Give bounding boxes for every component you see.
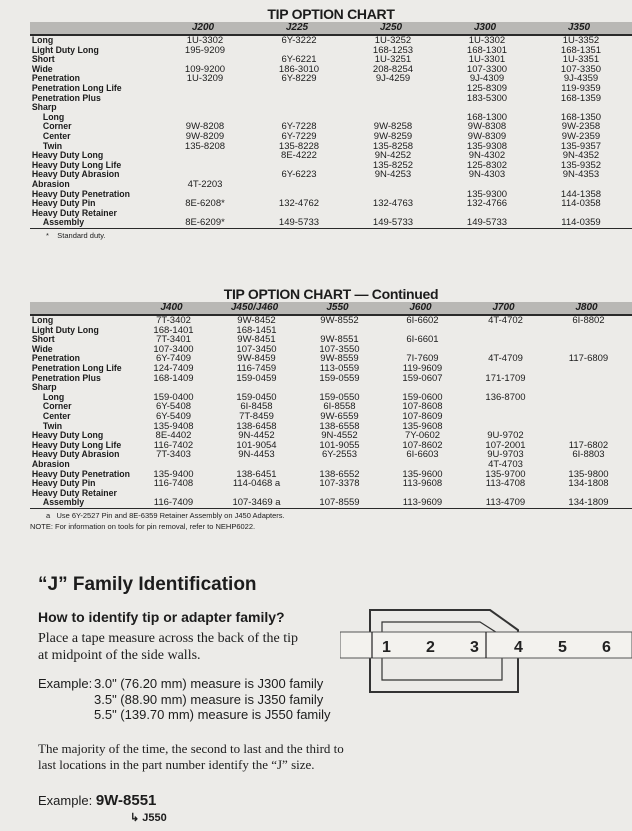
- ruler-number: 3: [470, 639, 479, 656]
- table-cell: 168-1300: [466, 111, 508, 123]
- table-cell: 9W-2359: [561, 130, 601, 142]
- data-column: [346, 36, 440, 228]
- table-cell: [464, 412, 547, 422]
- table-cell: 6Y-7229: [281, 130, 317, 142]
- table-cell: 107-8608: [402, 401, 443, 413]
- footnote-text: Standard duty.: [57, 230, 106, 240]
- table-cell: [464, 326, 547, 336]
- table-cell: 168-1401: [153, 324, 194, 336]
- table-cell: 135-8252: [372, 159, 414, 171]
- table-cell: 168-1409: [153, 372, 194, 384]
- column-header: J225: [285, 22, 309, 33]
- table-cell: 8E-6209*: [185, 217, 225, 229]
- table-cell: 8E-6208*: [185, 198, 225, 210]
- table-cell: 114-0359: [561, 217, 601, 229]
- chart-header-row: [30, 302, 632, 316]
- table-cell: 9W-6559: [320, 410, 359, 422]
- table-cell: 6I-6602: [406, 315, 439, 326]
- table-cell: 186-3010: [278, 63, 320, 75]
- table-cell: 117-6802: [568, 439, 609, 451]
- table-cell: 9W-8551: [320, 334, 359, 346]
- ruler-number: 5: [558, 639, 567, 656]
- table-cell: 9U-9702: [487, 430, 524, 442]
- table-cell: 7T-3402: [156, 315, 191, 326]
- chart-footnote: [30, 511, 632, 520]
- row-label: Heavy Duty Penetration: [31, 188, 130, 200]
- example-list: [38, 676, 331, 723]
- table-cell: 132-4763: [372, 198, 414, 210]
- explanation: [38, 741, 344, 773]
- table-cell: 135-8258: [372, 140, 414, 152]
- row-label: Penetration: [31, 73, 80, 85]
- row-label: Heavy Duty Abrasion: [31, 169, 120, 181]
- table-cell: [158, 94, 252, 104]
- table-cell: 9N-4353: [562, 169, 600, 181]
- tape-measure-diagram: [340, 600, 632, 700]
- table-cell: 149-5733: [372, 217, 414, 229]
- table-cell: 1U-3302: [468, 35, 506, 46]
- table-cell: 159-0559: [319, 372, 360, 384]
- example-label: Example:: [38, 676, 93, 691]
- table-cell: 6Y-8229: [281, 73, 317, 85]
- ruler-number: 1: [382, 639, 391, 656]
- table-cell: 183-5300: [466, 92, 508, 104]
- ruler-number: 2: [426, 639, 435, 656]
- table-cell: [464, 335, 547, 345]
- column-header: J700: [492, 302, 515, 313]
- table-cell: [346, 180, 440, 190]
- row-label: Center: [42, 130, 71, 142]
- data-column: [464, 316, 547, 508]
- table-cell: [252, 84, 346, 94]
- table-cell: 4T-2203: [187, 178, 223, 190]
- table-cell: [547, 402, 630, 412]
- table-cell: 159-0400: [153, 391, 194, 403]
- row-label: Long: [31, 35, 54, 46]
- table-cell: 168-1359: [560, 92, 602, 104]
- column-header: J300: [473, 22, 497, 33]
- table-cell: 144-1358: [560, 188, 602, 200]
- table-cell: 109-9200: [184, 63, 226, 75]
- data-column: [132, 316, 215, 508]
- table-cell: 113-9609: [402, 497, 443, 509]
- table-cell: 9W-8258: [373, 121, 413, 133]
- example-item: 3.0" (76.20 mm) measure is J300 family: [94, 676, 324, 691]
- data-column: [440, 36, 534, 228]
- table-cell: [547, 422, 630, 432]
- table-cell: 9N-4452: [238, 430, 275, 442]
- footnote-text: Use 6Y-2527 Pin and 8E-6359 Retainer Assembly on J450 Adapters.: [56, 510, 285, 520]
- table-cell: 135-8208: [184, 140, 226, 152]
- column-header: J200: [191, 22, 215, 33]
- chart-body: [30, 316, 632, 509]
- row-label: Heavy Duty Pin: [31, 478, 96, 490]
- table-cell: 7I-7609: [406, 353, 439, 365]
- row-label: Light Duty Long: [31, 324, 99, 336]
- table-cell: [158, 151, 252, 161]
- table-cell: 132-4766: [466, 198, 508, 210]
- data-column: [252, 36, 346, 228]
- table-cell: 9N-4252: [374, 150, 412, 162]
- explanation-line: last locations in the part number identify the “J” size.: [38, 757, 315, 772]
- table-cell: 113-4709: [485, 497, 526, 509]
- table-cell: 135-9300: [466, 188, 508, 200]
- row-label: Heavy Duty Long Life: [31, 159, 122, 171]
- table-cell: 132-4762: [278, 198, 320, 210]
- explanation-line: The majority of the time, the second to last and the third to: [38, 741, 344, 756]
- row-label: Sharp: [31, 382, 57, 394]
- instruction-line: Place a tape measure across the back of the tip: [38, 631, 299, 646]
- table-cell: 6Y-6221: [281, 54, 317, 66]
- column-header: J250: [379, 22, 403, 33]
- table-cell: 8E-4402: [155, 430, 192, 442]
- table-cell: 1U-3209: [186, 73, 224, 85]
- column-header: J550: [326, 302, 349, 313]
- table-cell: 116-7402: [153, 439, 194, 451]
- row-label: Wide: [31, 63, 53, 75]
- table-cell: 107-3450: [236, 343, 277, 355]
- table-cell: 7T-3401: [156, 334, 191, 346]
- table-cell: 135-9308: [466, 140, 508, 152]
- table-cell: 9W-8308: [467, 121, 507, 133]
- table-cell: 4T-4703: [488, 458, 523, 470]
- table-cell: 135-9400: [153, 468, 194, 480]
- data-column: [158, 36, 252, 228]
- table-cell: 9N-4253: [374, 169, 412, 181]
- column-header: J600: [409, 302, 432, 313]
- table-cell: 1U-3352: [562, 35, 600, 46]
- table-cell: 168-1350: [560, 111, 602, 123]
- table-cell: 4T-4702: [488, 315, 523, 326]
- table-cell: 7Y-0602: [404, 430, 441, 442]
- table-cell: [158, 84, 252, 94]
- row-label: Sharp: [31, 102, 57, 114]
- table-cell: 135-9800: [568, 468, 609, 480]
- chart-header-row: [30, 22, 632, 36]
- table-cell: 138-6451: [236, 468, 277, 480]
- table-cell: 135-9352: [560, 159, 602, 171]
- row-label: Penetration Long Life: [31, 82, 122, 94]
- table-cell: [547, 412, 630, 422]
- table-cell: 9W-8309: [467, 130, 507, 142]
- table-cell: 101-9054: [236, 439, 277, 451]
- ruler-number: 4: [514, 639, 523, 656]
- table-cell: 9J-4259: [375, 73, 411, 85]
- data-column: [298, 316, 381, 508]
- table-cell: [547, 335, 630, 345]
- row-label: Assembly: [42, 217, 85, 229]
- table-cell: 7T-8459: [239, 410, 274, 422]
- tip-option-chart-continued: [30, 286, 632, 531]
- section-question: How to identify tip or adapter family?: [38, 609, 285, 625]
- table-cell: 101-9055: [319, 439, 360, 451]
- row-label: Long: [31, 315, 54, 326]
- table-cell: 116-7459: [236, 362, 277, 374]
- table-cell: 9W-8459: [237, 353, 276, 365]
- table-cell: 6Y-7409: [155, 353, 192, 365]
- row-label: Penetration: [31, 353, 80, 365]
- table-cell: 1U-3302: [186, 35, 224, 46]
- table-cell: 119-9609: [402, 362, 443, 374]
- table-cell: 6I-8558: [323, 401, 356, 413]
- table-cell: 6I-8458: [240, 401, 273, 413]
- table-cell: 107-3300: [466, 63, 508, 75]
- table-cell: 114-0358: [561, 198, 601, 210]
- table-cell: [547, 383, 630, 393]
- column-header: J350: [567, 22, 591, 33]
- row-labels: [30, 315, 130, 509]
- table-cell: 208-8254: [372, 63, 414, 75]
- table-cell: [547, 393, 630, 403]
- table-cell: 6I-6601: [406, 334, 439, 346]
- table-cell: [346, 94, 440, 104]
- table-cell: 135-8228: [278, 140, 320, 152]
- table-cell: 9W-8208: [185, 121, 225, 133]
- row-label: Corner: [42, 401, 72, 413]
- ruler-number: 6: [602, 639, 611, 656]
- table-cell: 6Y-2553: [321, 449, 358, 461]
- row-label: Center: [42, 410, 71, 422]
- table-cell: 135-9608: [402, 420, 443, 432]
- header-spacer: [30, 302, 130, 314]
- row-labels: [30, 36, 148, 228]
- table-cell: [547, 364, 630, 374]
- family-arrow: ↳ J550: [130, 812, 167, 824]
- table-cell: 7T-3403: [156, 449, 191, 461]
- table-cell: 159-0550: [319, 391, 360, 403]
- table-cell: 107-3550: [319, 343, 360, 355]
- table-cell: [158, 161, 252, 171]
- table-cell: 134-1809: [568, 497, 609, 509]
- row-label: Penetration Long Life: [31, 362, 122, 374]
- row-label: Heavy Duty Abrasion: [31, 449, 120, 461]
- table-cell: 135-9357: [560, 140, 602, 152]
- row-label: Abrasion: [31, 178, 70, 190]
- part-example: [38, 792, 156, 809]
- chart-footnote: [30, 231, 632, 240]
- header-spacer: [30, 22, 156, 34]
- table-cell: [464, 402, 547, 412]
- table-cell: 107-8559: [319, 497, 360, 509]
- column-header: J400: [160, 302, 183, 313]
- table-cell: 135-9700: [485, 468, 526, 480]
- table-cell: 6Y-5408: [155, 401, 192, 413]
- footnote-mark: *: [46, 230, 49, 240]
- row-label: Heavy Duty Pin: [31, 198, 96, 210]
- table-cell: 9W-2358: [561, 121, 601, 133]
- row-label: Abrasion: [31, 458, 70, 470]
- table-cell: 135-9600: [402, 468, 443, 480]
- row-label: Long: [42, 391, 65, 403]
- table-cell: 107-3378: [319, 478, 360, 490]
- table-cell: 9U-9703: [487, 449, 524, 461]
- table-cell: 149-5733: [466, 217, 508, 229]
- table-cell: [547, 326, 630, 336]
- table-cell: 149-5733: [278, 217, 320, 229]
- table-cell: 114-0468 a: [232, 478, 281, 490]
- table-cell: 113-4708: [485, 478, 526, 490]
- example-item: 5.5" (139.70 mm) measure is J550 family: [94, 707, 331, 722]
- table-cell: 6Y-6223: [281, 169, 317, 181]
- table-cell: 1U-3351: [562, 54, 600, 66]
- family-label: J550: [142, 812, 167, 824]
- table-cell: [346, 103, 440, 113]
- table-cell: [547, 374, 630, 384]
- table-cell: 195-9209: [184, 44, 226, 56]
- data-column: [534, 36, 628, 228]
- row-label: Light Duty Long: [31, 44, 99, 56]
- column-header: J450/J460: [230, 302, 279, 313]
- section-title: “J” Family Identification: [38, 574, 257, 595]
- table-cell: 168-1301: [466, 44, 508, 56]
- data-column: [547, 316, 630, 508]
- instruction-line: at midpoint of the side walls.: [38, 648, 201, 663]
- row-label: Penetration Plus: [31, 372, 101, 384]
- table-cell: 9W-8452: [237, 315, 276, 326]
- table-cell: 1U-3251: [374, 54, 412, 66]
- table-cell: 107-2001: [485, 439, 526, 451]
- table-cell: 136-8700: [485, 391, 526, 403]
- row-label: Penetration Plus: [31, 92, 101, 104]
- table-cell: 117-6809: [568, 353, 609, 365]
- table-cell: 138-6558: [319, 420, 360, 432]
- table-cell: 159-0459: [236, 372, 277, 384]
- table-cell: 9N-4352: [562, 150, 600, 162]
- table-cell: 9W-8451: [237, 334, 276, 346]
- table-cell: 113-0559: [319, 362, 360, 374]
- table-cell: 107-8602: [402, 439, 443, 451]
- row-label: Twin: [42, 420, 63, 432]
- table-cell: 138-6552: [319, 468, 360, 480]
- table-cell: 9W-8259: [373, 130, 413, 142]
- table-cell: 6Y-5409: [155, 410, 192, 422]
- table-cell: [158, 103, 252, 113]
- table-cell: 1U-3301: [468, 54, 506, 66]
- table-cell: [346, 84, 440, 94]
- table-cell: 6I-8802: [572, 315, 605, 326]
- table-cell: 171-1709: [485, 372, 526, 384]
- table-cell: 168-1451: [236, 324, 277, 336]
- table-cell: 6Y-7228: [281, 121, 317, 133]
- row-label: Short: [31, 54, 55, 66]
- table-cell: 9J-4309: [469, 73, 505, 85]
- table-cell: 9N-4552: [321, 430, 358, 442]
- table-cell: 159-0450: [236, 391, 277, 403]
- row-label: Heavy Duty Long Life: [31, 439, 122, 451]
- table-cell: 168-1351: [560, 44, 602, 56]
- table-cell: 119-9359: [561, 82, 601, 94]
- table-cell: 9W-8209: [185, 130, 225, 142]
- table-cell: 9J-4359: [563, 73, 599, 85]
- table-cell: 9N-4453: [238, 449, 275, 461]
- chart-title: TIP OPTION CHART: [267, 6, 395, 22]
- row-label: Assembly: [42, 497, 85, 509]
- data-column: [381, 316, 464, 508]
- tip-option-chart: [30, 6, 632, 240]
- table-cell: 159-0607: [402, 372, 443, 384]
- chart-body: [30, 36, 632, 229]
- table-cell: 9N-4303: [468, 169, 506, 181]
- table-cell: 8E-4222: [281, 150, 317, 162]
- part-example-label: Example:: [38, 793, 93, 808]
- table-cell: [252, 180, 346, 190]
- table-cell: 107-3469 a: [232, 497, 281, 509]
- table-cell: 107-3400: [153, 343, 194, 355]
- table-cell: 125-8302: [466, 159, 508, 171]
- column-header: J800: [575, 302, 598, 313]
- row-label: Heavy Duty Long: [31, 150, 104, 162]
- table-cell: 124-7409: [153, 362, 194, 374]
- row-label: Heavy Duty Long: [31, 430, 104, 442]
- row-label: Long: [42, 111, 65, 123]
- row-label: Heavy Duty Retainer: [31, 487, 117, 499]
- row-label: Heavy Duty Retainer: [31, 207, 117, 219]
- table-cell: 116-7409: [153, 497, 194, 509]
- table-cell: 6Y-3222: [281, 35, 317, 46]
- table-cell: 9W-8552: [320, 315, 359, 326]
- table-cell: 4T-4709: [488, 353, 523, 365]
- row-label: Wide: [31, 343, 53, 355]
- example-item: 3.5" (88.90 mm) measure is J350 family: [94, 691, 324, 707]
- chart-title: TIP OPTION CHART — Continued: [223, 286, 439, 302]
- part-number: 9W-8551: [95, 792, 157, 809]
- row-label: Twin: [42, 140, 63, 152]
- table-cell: 9N-4302: [468, 150, 506, 162]
- data-column: [215, 316, 298, 508]
- row-label: Heavy Duty Penetration: [31, 468, 130, 480]
- table-cell: 113-9608: [402, 478, 443, 490]
- row-label: Short: [31, 334, 55, 346]
- table-cell: 9W-8559: [320, 353, 359, 365]
- note: NOTE: For information on tools for pin removal, refer to NEHP6022.: [30, 521, 256, 531]
- table-cell: 125-8309: [466, 82, 508, 94]
- row-label: Corner: [42, 121, 72, 133]
- table-cell: [252, 94, 346, 104]
- table-cell: [252, 103, 346, 113]
- table-cell: 107-8609: [402, 410, 443, 422]
- table-cell: 6I-6603: [406, 449, 439, 461]
- table-cell: 134-1808: [568, 478, 609, 490]
- table-cell: 135-9408: [153, 420, 194, 432]
- table-cell: 107-3350: [560, 63, 602, 75]
- footnote-mark: a: [46, 510, 51, 520]
- table-cell: 1U-3252: [374, 35, 412, 46]
- table-cell: 6I-8803: [572, 449, 605, 461]
- table-cell: 138-6458: [236, 420, 277, 432]
- table-cell: 159-0600: [402, 391, 443, 403]
- table-cell: 168-1253: [372, 44, 414, 56]
- table-cell: 116-7408: [153, 478, 194, 490]
- instruction: [38, 630, 298, 664]
